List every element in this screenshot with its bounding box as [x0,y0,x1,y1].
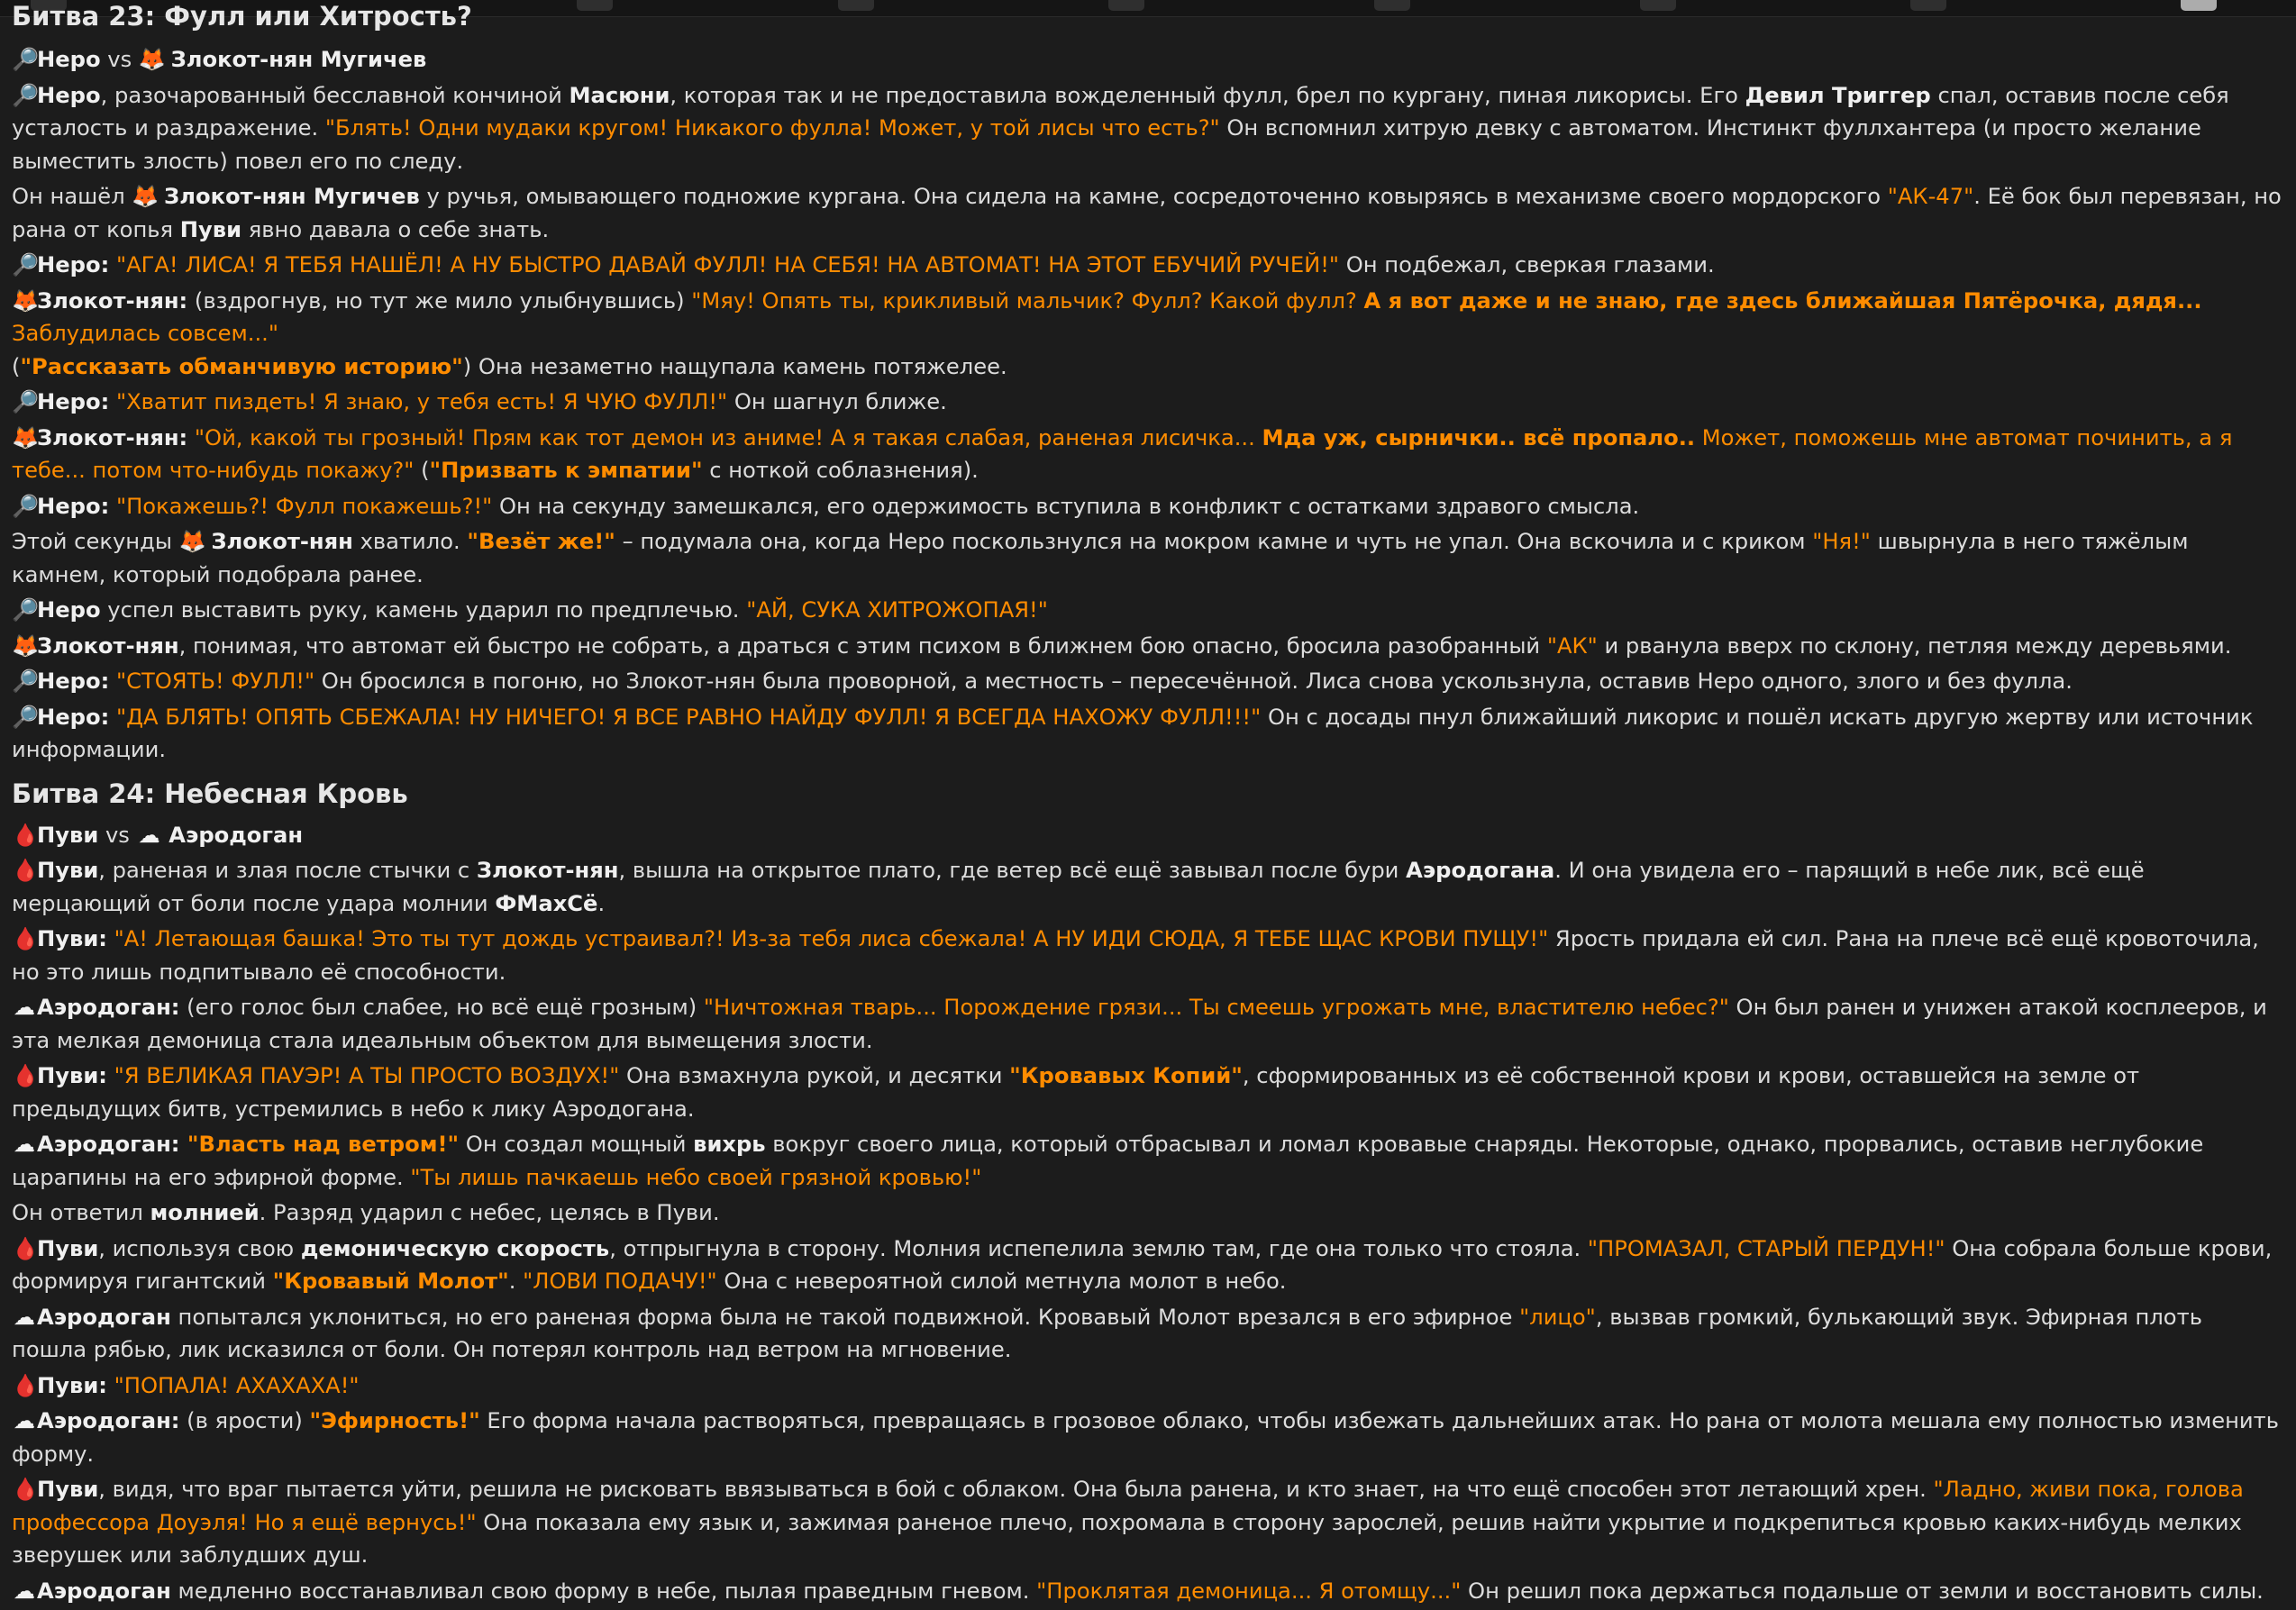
text-segment: Он вспомнил хитрую девку с автоматом. Инстинкт фуллхантера (и просто желание выместить злость) повел его по следу. [12,115,2201,174]
text-segment: . Разряд ударил с небес, целясь в Пуви. [259,1200,720,1225]
bold-quote-text: "Кровавых Копий" [1009,1063,1243,1088]
bold-quote-text: "Везёт же!" [467,529,615,554]
quote-text: "Проклятая демоница... Я отомщу..." [1036,1578,1462,1604]
paragraph [12,79,2282,178]
paragraph [12,525,2282,591]
text-segment: , отпрыгнула в сторону. Молния испепелила землю там, где она только что стояла. [609,1235,1588,1261]
text-segment: (в ярости) [179,1408,310,1433]
cloud-icon: ☁ [138,822,160,848]
magnifier-icon: 🔎 [12,252,40,277]
bold-text: Пуви: [37,1063,107,1088]
paragraph [12,665,2282,698]
quote-text: "А! Летающая башка! Это ты тут дождь устраивал?! Из-за тебя лиса сбежала! А НУ ИДИ СЮДА, Я ТЕБЕ ЩАС КРОВИ ПУЩУ!" [106,926,1549,951]
bold-text: Пуви [37,858,99,883]
text-segment: Его форма начала растворяться, превращаясь в грозовое облако, чтобы избежать дальнейших атак. Но рана от молота мешала ему полностью изменить форму. [12,1408,2279,1467]
paragraph [12,594,2282,627]
text-segment: попытался уклониться, но его раненая форма была не такой подвижной. Кровавый Молот врезался в его эфирное [170,1304,1520,1330]
bold-text: Пуви [37,1477,99,1502]
bold-text: демоническую скорость [300,1235,610,1261]
bold-quote-text: "Кровавый Молот" [272,1269,509,1294]
bold-text: Злокот-нян Мугичев [164,184,420,209]
paragraph [12,991,2282,1057]
quote-text: "Мяу! Опять ты, крикливый мальчик? Фулл? Какой фулл? [691,287,1364,314]
bold-text: Девил Триггер [1745,82,1931,108]
bold-text: Аэродоган: [37,995,180,1020]
text-segment: Он с досады пнул ближайший ликорис и пошёл искать другую жертву или источник информации. [12,704,2254,762]
paragraph [12,1128,2282,1194]
quote-text: "Хватит пиздеть! Я знаю, у тебя есть! Я ЧУЮ ФУЛЛ!" [109,389,728,414]
blood-drop-icon: 🩸 [12,926,40,951]
paragraph [12,1575,2282,1608]
text-segment: спал, оставив после себя усталость и раздражение. [12,82,2229,141]
fox-icon: 🦊 [12,424,40,450]
battle-23-title: Битва 23: Фулл или Хитрость? [12,1,472,32]
text-segment: успел выставить руку, камень ударил по предплечью. [100,597,747,623]
text-segment: хватило. [352,529,468,554]
bold-text: вихрь [693,1132,766,1157]
text-segment: vs [98,822,137,848]
quote-text: "Я ВЕЛИКАЯ ПАУЭР! А ТЫ ПРОСТО ВОЗДУХ!" [106,1063,620,1088]
text-segment: , вызвав громкий, булькающий звук. Эфирная плоть пошла рябью, лик исказился от боли. Он потерял контроль над ветром на мгновение. [12,1304,2202,1362]
text-segment: швырнула в него тяжёлым камнем, который подобрала ранее. [12,529,2189,587]
bold-text: Неро: [37,493,110,519]
text-segment: Этой секунды [12,529,179,554]
text-segment: Она взмахнула рукой, и десятки [619,1063,1010,1088]
bold-quote-text: Мда уж, сырнички.. всё пропало.. [1262,424,1696,450]
text-segment: (его голос был слабее, но всё ещё грозным) [179,995,704,1020]
bold-text: Аэродоган: [37,1132,180,1157]
text-segment: ) Она незаметно нащупала камень потяжелее. [462,353,1007,379]
paragraph [12,1060,2282,1125]
paragraph [12,923,2282,988]
cloud-icon: ☁ [13,1132,36,1157]
text-segment: явно давала о себе знать. [241,216,550,242]
quote-text: "Блять! Одни мудаки кругом! Никакого фулла! Может, у той лисы что есть?" [324,115,1220,141]
text-segment: Он был ранен и унижен атакой косплееров, и эта мелкая демоница стала идеальным объектом для вымещения злости. [12,995,2267,1053]
chat-message-content [12,1,2282,1610]
magnifier-icon: 🔎 [12,597,40,623]
paragraph [12,1405,2282,1470]
text-segment: Он подбежал, сверкая глазами. [1339,252,1715,277]
bold-text: Неро: [37,704,110,730]
quote-text: "АЙ, СУКА ХИТРОЖОПАЯ!" [746,597,1048,623]
paragraph [12,180,2282,246]
text-segment: , сформированных из её собственной крови и крови, оставшейся на земле от предыдущих битв, устремились в небо к лику Аэродогана. [12,1063,2140,1122]
text-segment: . [597,890,606,916]
blood-drop-icon: 🩸 [12,822,40,848]
blood-drop-icon: 🩸 [12,1372,40,1398]
text-segment: Он решил пока держаться подальше от земли и восстановить силы. [1461,1578,2264,1604]
magnifier-icon: 🔎 [12,389,40,414]
bold-text: Пуви [37,1235,99,1261]
bold-text: Пуви: [37,926,107,951]
blood-drop-icon: 🩸 [12,858,40,883]
text-segment: , разочарованный бесславной кончиной [100,82,569,108]
magnifier-icon: 🔎 [12,704,40,730]
quote-text: "ЛОВИ ПОДАЧУ!" [523,1269,717,1294]
text-segment: ( [414,458,430,483]
fox-icon: 🦊 [132,184,159,209]
bold-text: Злокот-нян: [37,287,188,314]
fox-icon: 🦊 [12,287,40,314]
quote-text: "ПРОМАЗАЛ, СТАРЫЙ ПЕРДУН!" [1587,1235,1945,1261]
paragraph [12,422,2282,487]
text-segment: Он создал мощный [459,1132,694,1157]
paragraph [12,1196,2282,1230]
text-segment: , видя, что враг пытается уйти, решила не рисковать ввязываться в бой с облаком. Она была ранена, и кто знает, на что ещё способен этот летающий хрен. [98,1477,1934,1502]
text-segment: ( [12,353,21,379]
bold-text: Злокот-нян [37,632,179,659]
blood-drop-icon: 🩸 [12,1063,40,1088]
bold-text: Неро [37,47,101,72]
bold-text: Аэродоган [169,822,304,848]
bold-quote-text: "Власть над ветром!" [179,1132,460,1157]
text-segment: Он бросился в погоню, но Злокот-нян была проворной, а местность – пересечённой. Лиса снова ускользнула, оставив Неро одного, злого и без фулла. [314,669,2073,694]
blood-drop-icon: 🩸 [12,1235,40,1261]
battle-24-title: Битва 24: Небесная Кровь [12,778,408,809]
bold-text: Пуви: [37,1372,107,1398]
bold-quote-text: А я вот даже и не знаю, где здесь ближайшая Пятёрочка, дядя... [1363,287,2202,314]
paragraph [12,386,2282,419]
paragraph [12,1233,2282,1298]
bold-text: Злокот-нян [476,858,619,883]
quote-text: "АК" [1546,632,1598,659]
magnifier-icon: 🔎 [12,82,40,108]
paragraph [12,1473,2282,1572]
bold-text: Пуви [179,216,242,242]
paragraph [12,1369,2282,1403]
text-segment: vs [100,47,139,72]
paragraph [12,1301,2282,1367]
bold-text: Масюни [569,82,670,108]
text-segment: и рванула вверх по склону, петляя между деревьями. [1597,632,2232,659]
text-segment: Она показала ему язык и, зажимая раненое плечо, похромала в сторону зарослей, решив найти укрытие и подкрепиться кровью каких-нибудь мелких зверушек или заблудших душ. [12,1509,2242,1568]
bold-text: Аэродоган [37,1304,171,1330]
quote-text: "Ня!" [1812,529,1871,554]
magnifier-icon: 🔎 [12,493,40,519]
cloud-icon: ☁ [13,1408,36,1433]
bold-text: Неро: [37,252,110,277]
text-segment: у ручья, омывающего подножие кургана. Она сидела на камне, сосредоточенно ковыряясь в механизме своего мордорского [419,184,1888,209]
text-segment: , понимая, что автомат ей быстро не собрать, а драться с этим психом в ближнем бою опасно, бросила разобранный [178,632,1547,659]
bold-quote-text: "Эфирность!" [309,1408,480,1433]
text-segment: , раненая и злая после стычки с [98,858,477,883]
quote-text: "Покажешь?! Фулл покажешь?!" [109,493,493,519]
text-segment: . И она увидела его – парящий в небе лик, всё ещё мерцающий от боли после удара молнии [12,858,2145,916]
cloud-icon: ☁ [13,995,36,1020]
fox-icon: 🦊 [138,47,167,72]
bold-text: Неро [37,82,101,108]
text-segment: Ярость придала ей сил. Рана на плече всё ещё кровоточила, но это лишь подпитывало её способности. [12,926,2259,985]
bold-text: ФМахСё [495,890,598,916]
paragraph [12,249,2282,282]
quote-text: "Ой, какой ты грозный! Прям как тот демон из аниме! А я такая слабая, раненая лисичка... [187,424,1262,450]
bold-text: Неро: [37,669,110,694]
text-segment: Он нашёл [12,184,132,209]
bold-text: Неро [37,597,101,623]
bold-text: Пуви [37,822,99,848]
bold-text: Аэродогана [1406,858,1555,883]
text-segment: медленно восстанавливал свою форму в небе, пылая праведным гневом. [170,1578,1037,1604]
text-segment: , используя свою [98,1235,301,1261]
text-segment: – подумала она, когда Неро поскользнулся на мокром камне и чуть не упал. Она вскочила и с криком [615,529,1813,554]
battle-23-matchup [12,43,2282,77]
magnifier-icon: 🔎 [12,669,40,694]
bold-text: Неро: [37,389,110,414]
bold-text: Аэродоган [37,1578,171,1604]
paragraph [12,285,2282,384]
text-segment: , которая так и не предоставила вожделенный фулл, брел по кургану, пиная ликорисы. Его [670,82,1745,108]
quote-text: "Ладно, живи пока, голова профессора Доуэля! Но я ещё вернусь!" [12,1477,2244,1535]
paragraph [12,630,2282,663]
paragraph [12,490,2282,523]
paragraph [12,854,2282,920]
bold-text: молнией [150,1200,260,1225]
text-segment: вокруг своего лица, который отбрасывал и ломал кровавые снаряды. Некоторые, однако, прорвались, оставив неглубокие царапины на его эфирной форме. [12,1132,2204,1190]
quote-text: "АК-47" [1887,184,1974,209]
quote-text: "Ты лишь пачкаешь небо своей грязной кровью!" [410,1164,982,1190]
text-segment: Он ответил [12,1200,150,1225]
bold-text: Злокот-нян: [37,424,188,450]
quote-text: Может, поможешь мне автомат починить, а я тебе... потом что-нибудь покажу?" [12,424,2233,483]
cloud-icon: ☁ [13,1304,36,1330]
quote-text: "лицо" [1519,1304,1596,1330]
text-segment: Он шагнул ближе. [727,389,947,414]
text-segment: . Её бок был перевязан, но рана от копья [12,184,2282,242]
battle-24-matchup [12,819,2282,852]
text-segment: с ноткой соблазнения). [702,458,979,483]
magnifier-icon: 🔎 [12,47,40,72]
bold-quote-text: "Рассказать обманчивую историю" [20,353,463,379]
quote-text: "ПОПАЛА! АХАХАХА!" [106,1372,360,1398]
quote-text: Заблудилась совсем..." [12,321,278,346]
quote-text: "СТОЯТЬ! ФУЛЛ!" [109,669,315,694]
bold-text: Злокот-нян [211,529,353,554]
text-segment: (вздрогнув, но тут же мило улыбнувшись) [187,287,692,314]
text-segment: Она с невероятной силой метнула молот в небо. [716,1269,1287,1294]
fox-icon: 🦊 [178,529,206,554]
quote-text: "ДА БЛЯТЬ! ОПЯТЬ СБЕЖАЛА! НУ НИЧЕГО! Я ВСЕ РАВНО НАЙДУ ФУЛЛ! Я ВСЕГДА НАХОЖУ ФУЛЛ!!!" [109,704,1262,730]
text-segment: . [508,1269,524,1294]
text-segment: Она собрала больше крови, формируя гигантский [12,1235,2273,1294]
cloud-icon: ☁ [13,1578,36,1604]
quote-text: "Ничтожная тварь... Порождение грязи... Ты смеешь угрожать мне, властителю небес?" [703,995,1729,1020]
paragraph [12,701,2282,767]
text-segment: Он на секунду замешкался, его одержимость вступила в конфликт с остатками здравого смысла. [492,493,1640,519]
bold-text: Злокот-нян Мугичев [170,47,427,72]
quote-text: "АГА! ЛИСА! Я ТЕБЯ НАШЁЛ! А НУ БЫСТРО ДАВАЙ ФУЛЛ! НА СЕБЯ! НА АВТОМАТ! НА ЭТОТ ЕБУЧИЙ РУЧЕЙ!" [109,252,1340,277]
bold-quote-text: "Призвать к эмпатии" [429,458,703,483]
bold-text: Аэродоган: [37,1408,180,1433]
blood-drop-icon: 🩸 [12,1477,40,1502]
fox-icon: 🦊 [12,632,40,659]
text-segment: , вышла на открытое плато, где ветер всё ещё завывал после бури [618,858,1407,883]
